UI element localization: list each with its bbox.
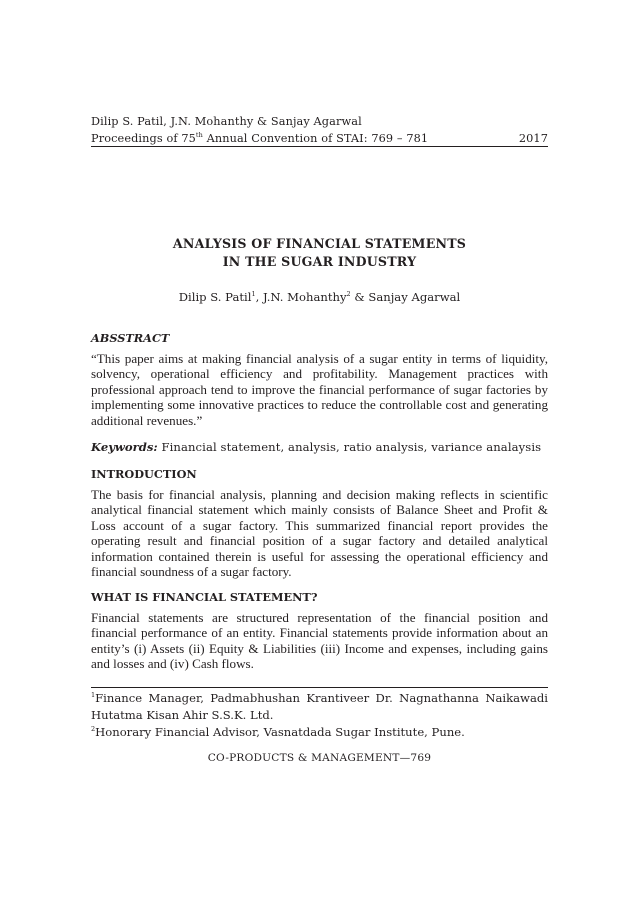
footnote-2-mark: 2 <box>91 725 96 734</box>
introduction-section <box>91 467 548 579</box>
footnote-rule <box>91 687 548 688</box>
title-line-2: IN THE SUGAR INDUSTRY <box>222 254 417 269</box>
footnote-1-mark: 1 <box>91 691 96 700</box>
byline-affil-mark-1: 1 <box>251 290 256 299</box>
footnote-2-text: Honorary Financial Advisor, Vasnatdada Sugar Institute, Pune. <box>95 725 465 739</box>
footnote-2 <box>91 724 548 741</box>
abstract-section <box>91 331 548 428</box>
keywords-text: Financial statement, analysis, ratio analysis, variance analaysis <box>157 440 542 454</box>
keywords-line <box>91 436 548 455</box>
abstract-heading: ABSSTRACT <box>91 331 170 345</box>
financial-statement-section <box>91 590 548 672</box>
keywords-label: Keywords: <box>91 440 158 454</box>
financial-statement-heading: WHAT IS FINANCIAL STATEMENT? <box>91 590 318 604</box>
header-proceedings <box>91 130 428 147</box>
footnote-1 <box>91 690 548 724</box>
running-header <box>91 113 548 147</box>
proceedings-text-rest: Annual Convention of STAI: 769 – 781 <box>202 132 429 145</box>
financial-statement-text: Financial statements are structured representation of the financial position and financial performance of an entity. Financial statements provide information about an entity’s (i) Assets (ii) Equity & Liabilities (iii) Income and expenses, including gains and losses and (iv) Cash flows. <box>91 610 548 672</box>
header-year: 2017 <box>518 132 548 145</box>
proceedings-text: Proceedings of 75 <box>91 132 196 145</box>
author-byline <box>91 290 548 304</box>
paper-title <box>91 235 548 271</box>
header-rule <box>91 146 548 147</box>
byline-affil-mark-2: 2 <box>346 290 351 299</box>
introduction-heading: INTRODUCTION <box>91 467 197 481</box>
introduction-text: The basis for financial analysis, planning and decision making reflects in scientific analytical financial statement which mainly consists of Balance Sheet and Profit & Loss account of a sugar factory. This summarized financial report provides the operating result and financial position of a sugar factory and detailed analytical information contained therein is useful for assessing the operational efficiency and financial soundness of a sugar factory. <box>91 487 548 580</box>
page-footer: CO-PRODUCTS & MANAGEMENT—769 <box>207 752 432 764</box>
header-proceedings-row <box>91 130 548 147</box>
header-authors: Dilip S. Patil, J.N. Mohanthy & Sanjay Agarwal <box>91 115 362 128</box>
abstract-text: “This paper aims at making financial analysis of a sugar entity in terms of liquidity, solvency, operational efficiency and profitability. Management practices with professional approach tend to improve the financial performance of sugar factories by implementing some innovative practices to reduce the controllable cost and generating additional revenues.” <box>91 351 548 428</box>
footnote-1-text: Finance Manager, Padmabhushan Krantiveer Dr. Nagnathanna Naikawadi Hutatma Kisan Ahir S.S.K. Ltd. <box>91 691 548 722</box>
title-line-1: ANALYSIS OF FINANCIAL STATEMENTS <box>172 236 467 251</box>
byline-author-2: , J.N. Mohanthy <box>255 290 347 304</box>
proceedings-ordinal: th <box>195 131 203 140</box>
byline-author-3: & Sanjay Agarwal <box>350 290 461 304</box>
byline-author-1: Dilip S. Patil <box>178 290 252 304</box>
